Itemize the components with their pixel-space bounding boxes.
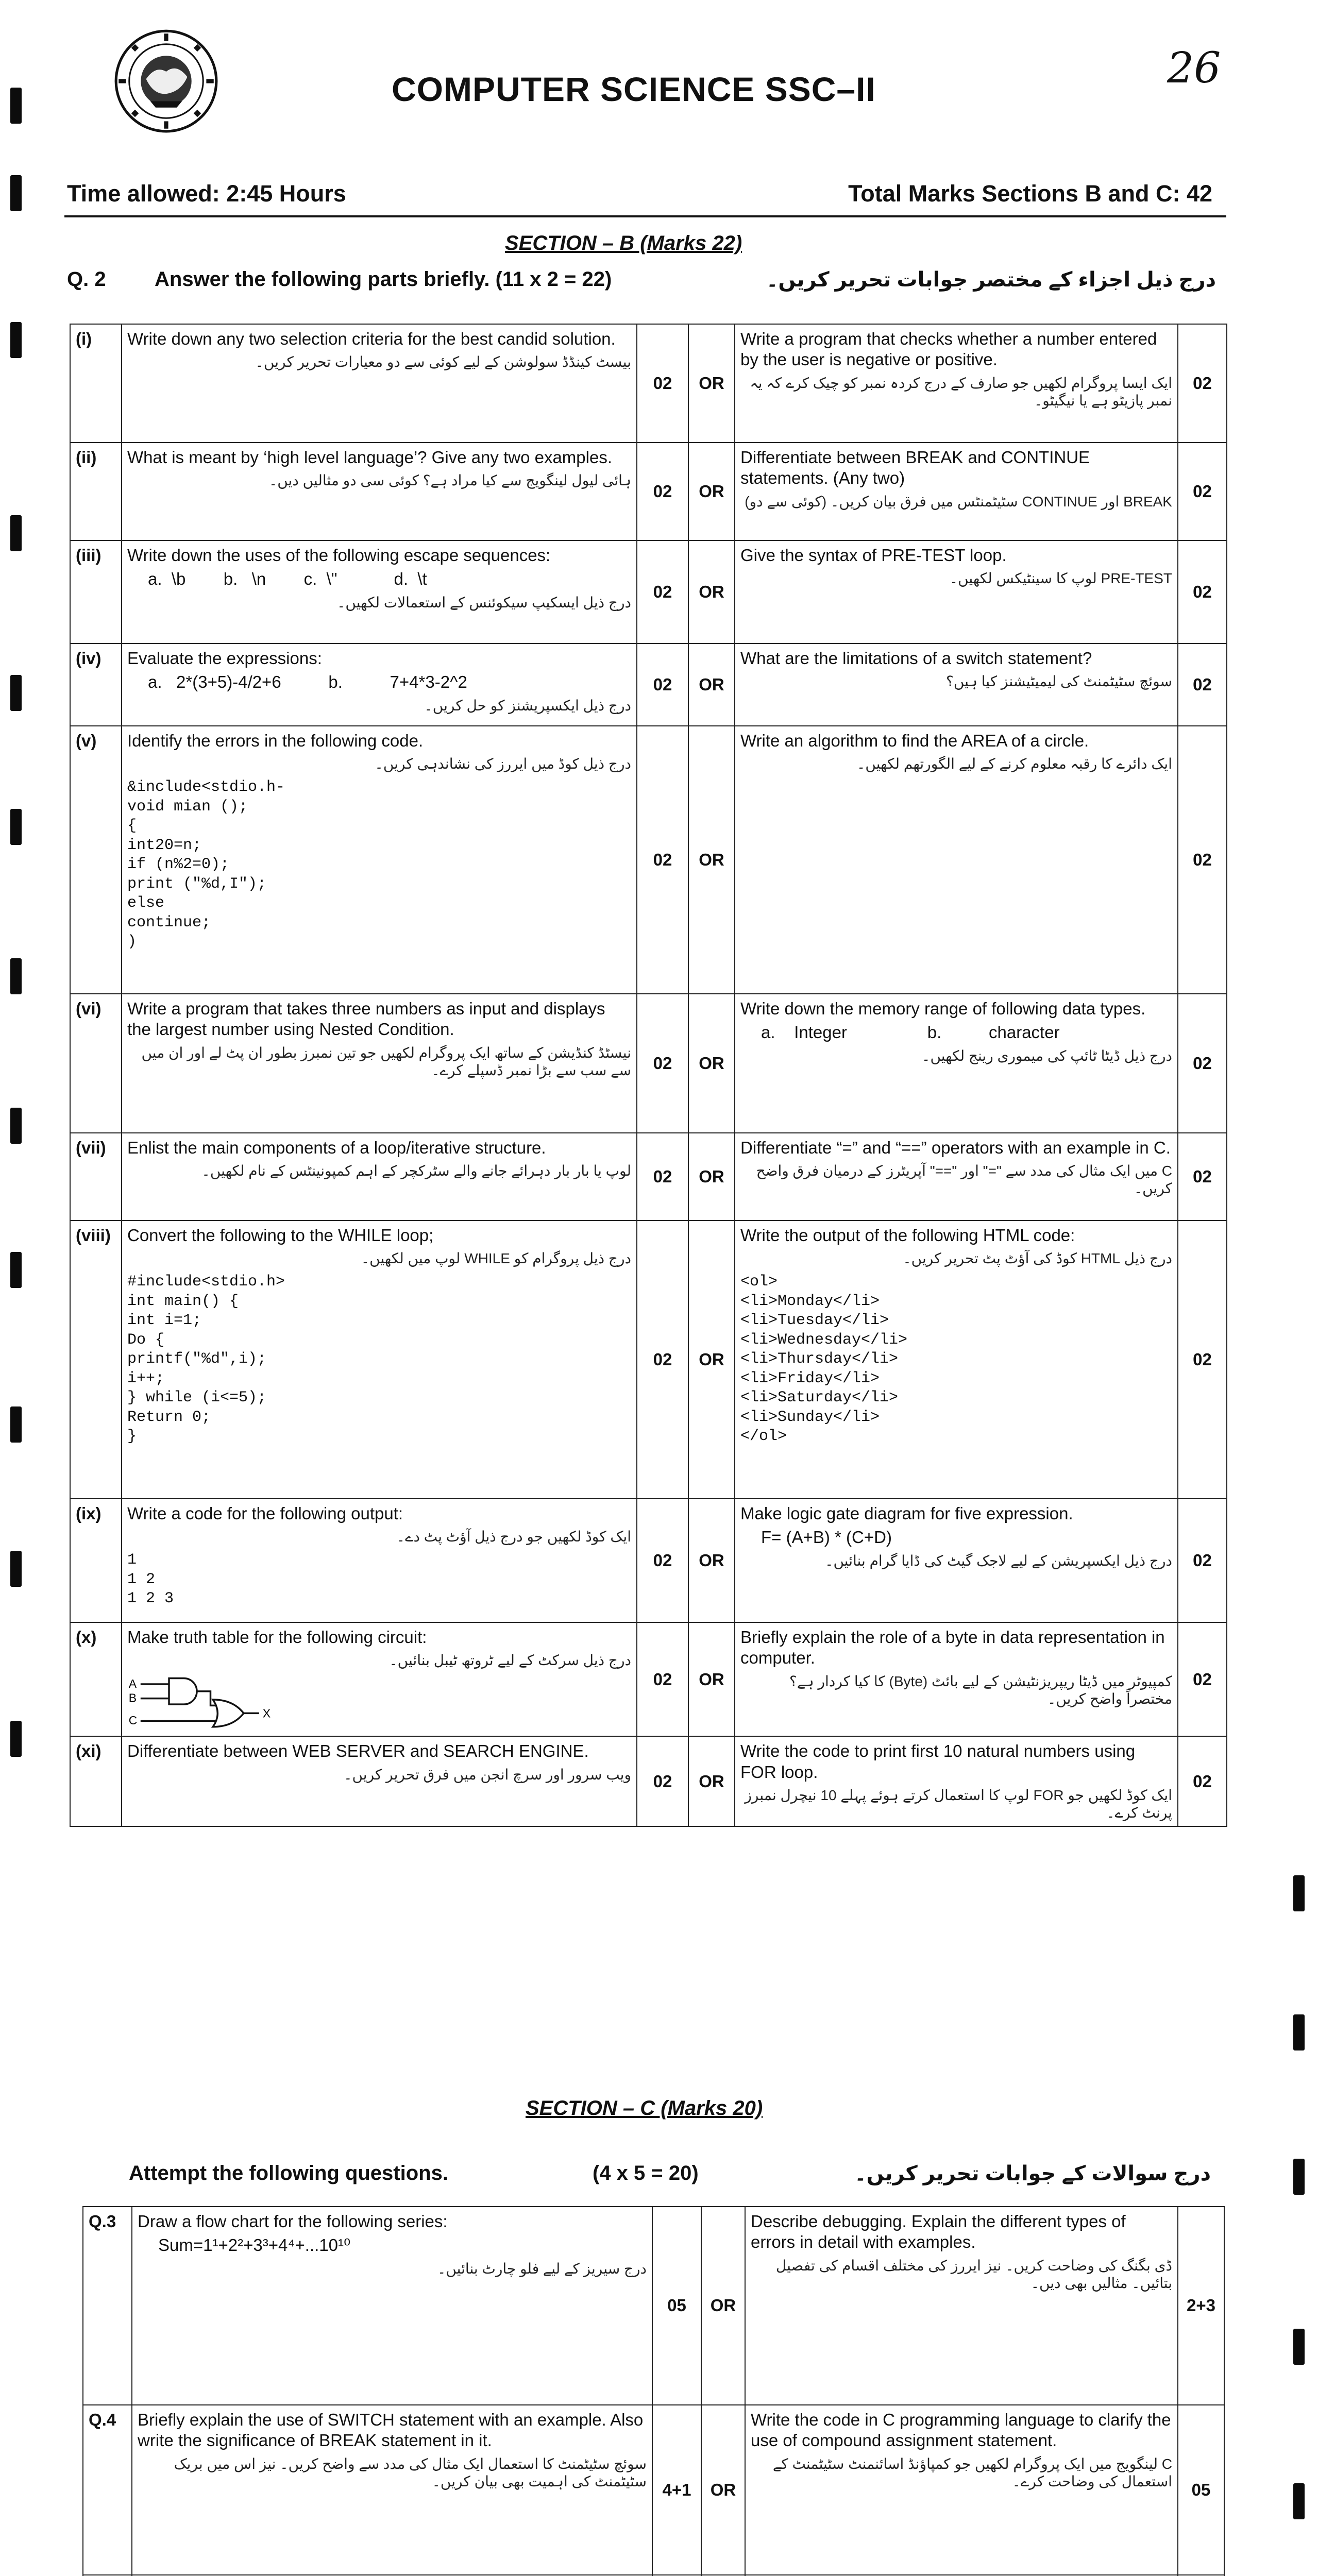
section-c-table (82, 2206, 1225, 2576)
question-right (735, 1622, 1178, 1736)
question-text-urdu: C لینگویج میں ایک پروگرام لکھیں جو کمپاؤنڈ اسائنمنٹ سٹیٹمنٹ کے استعمال کی وضاحت کرے۔ (772, 2455, 1172, 2489)
question-code: &include<stdio.h- void mian (); { int20=n; if (n%2=0); print ("%d,I"); else continue; ) (127, 778, 285, 951)
binding-mark (10, 88, 22, 124)
binding-mark (10, 958, 22, 994)
question-marks: 02 (637, 1499, 688, 1622)
question-marks: 02 (637, 540, 688, 643)
logic-circuit-diagram (127, 1672, 282, 1732)
question-text-urdu: لوپ یا بار بار دہرائے جانے والے سٹرکچر کے اہم کمپونینٹس کے نام لکھیں۔ (201, 1163, 631, 1179)
question-left (122, 1622, 637, 1736)
question-left (122, 1133, 637, 1221)
question-left (122, 1736, 637, 1826)
or-label: OR (688, 443, 735, 540)
question-left (122, 1499, 637, 1622)
question-marks: 02 (1178, 443, 1227, 540)
question-text-urdu: درج ذیل ایکسپریشنز کو حل کریں۔ (424, 697, 631, 714)
question-text: Differentiate “=” and “==” operators with an example in C. (740, 1138, 1171, 1157)
binding-mark (10, 1108, 22, 1144)
question-text: Write a program that checks whether a number entered by the user is negative or positive. (740, 329, 1157, 369)
question-options: a. \b b. \n c. \" d. \t (148, 569, 427, 589)
paper-title: COMPUTER SCIENCE SSC–II (392, 70, 876, 108)
section-b-instruction: Answer the following parts briefly. (11 x 2 = 22) (155, 268, 612, 291)
question-left (122, 540, 637, 643)
binding-mark (10, 515, 22, 551)
question-marks: 02 (637, 1622, 688, 1736)
question-text-urdu: ویب سرور اور سرچ انجن میں فرق تحریر کریں۔ (344, 1766, 631, 1783)
question-code: <ol> <li>Monday</li> <li>Tuesday</li> <li>Wednesday</li> <li>Thursday</li> <li>Friday</li> <li>Saturday</li> <li>Sunday</li> </ol> (740, 1273, 908, 1446)
question-text: Draw a flow chart for the following series: (138, 2212, 448, 2231)
or-label: OR (701, 2405, 745, 2575)
question-text: Briefly explain the role of a byte in data representation in computer. (740, 1628, 1165, 1668)
question-row (83, 2405, 1224, 2575)
question-code: 1 1 2 1 2 3 (127, 1551, 174, 1608)
question-number: Q.3 (83, 2207, 132, 2405)
binding-mark (10, 1406, 22, 1443)
question-marks: 02 (637, 994, 688, 1133)
binding-mark (1293, 1875, 1305, 1911)
question-text: Make logic gate diagram for five expression. (740, 1504, 1073, 1523)
question-number: (x) (70, 1622, 122, 1736)
question-text: Write down the memory range of following data types. (740, 999, 1146, 1018)
question-number: (ii) (70, 443, 122, 540)
question-text-urdu: ایک ایسا پروگرام لکھیں جو صارف کے درج کردہ نمبر کو چیک کرے کہ یہ نمبر پازیٹو ہے یا نیگیٹو۔ (750, 375, 1172, 409)
question-text-urdu: ہائی لیول لینگویج سے کیا مراد ہے؟ کوئی سی دو مثالیں دیں۔ (268, 472, 631, 489)
question-text: Describe debugging. Explain the different types of errors in detail with examples. (751, 2212, 1126, 2252)
question-right (735, 324, 1178, 443)
circuit-output-x: X (262, 1706, 271, 1720)
question-number: Q.4 (83, 2405, 132, 2575)
or-label: OR (688, 643, 735, 726)
question-marks: 02 (637, 643, 688, 726)
question-text: Give the syntax of PRE-TEST loop. (740, 546, 1007, 565)
question-text-urdu: درج ذیل HTML کوڈ کی آؤٹ پٹ تحریر کریں۔ (903, 1250, 1172, 1267)
question-marks: 02 (1178, 1133, 1227, 1221)
question-text: Write down the uses of the following escape sequences: (127, 546, 551, 565)
question-right (735, 443, 1178, 540)
question-number: (viii) (70, 1221, 122, 1499)
binding-mark (10, 175, 22, 211)
question-left (122, 643, 637, 726)
section-b-table (70, 324, 1227, 1827)
handwritten-note: 26 (1167, 44, 1221, 93)
section-b-body (70, 324, 1227, 1826)
question-number: (iv) (70, 643, 122, 726)
question-row (70, 994, 1227, 1133)
question-marks: 02 (637, 443, 688, 540)
question-marks: 02 (1178, 1736, 1227, 1826)
question-left (122, 726, 637, 994)
question-right (735, 643, 1178, 726)
question-text-urdu: درج ذیل پروگرام کو WHILE لوپ میں لکھیں۔ (361, 1250, 631, 1267)
question-number: (i) (70, 324, 122, 443)
section-c-title: SECTION – C (Marks 20) (526, 2097, 763, 2120)
binding-mark (1293, 2329, 1305, 2365)
question-row (70, 1221, 1227, 1499)
binding-mark (1293, 2483, 1305, 2519)
question-text: Identify the errors in the following code. (127, 731, 424, 750)
question-text-urdu: C میں ایک مثال کی مدد سے "=" اور "==" آپریٹرز کے درمیان فرق واضح کریں۔ (756, 1163, 1172, 1197)
question-marks: 02 (637, 324, 688, 443)
question-right (735, 726, 1178, 994)
question-row (70, 1133, 1227, 1221)
question-number: (vii) (70, 1133, 122, 1221)
question-text: Evaluate the expressions: (127, 649, 322, 668)
question-number: (iii) (70, 540, 122, 643)
question-row (70, 324, 1227, 443)
question-text: Make truth table for the following circuit: (127, 1628, 427, 1647)
section-c-body (83, 2207, 1224, 2576)
question-text: Write the code to print first 10 natural numbers using FOR loop. (740, 1741, 1136, 1782)
question-number: (ix) (70, 1499, 122, 1622)
question-number: (v) (70, 726, 122, 994)
question-marks: 02 (1178, 643, 1227, 726)
question-text-urdu: سوئچ سٹیٹمنٹ کی لیمیٹیشنز کیا ہیں؟ (945, 673, 1172, 690)
question-text: Write the output of the following HTML code: (740, 1226, 1075, 1245)
question-text: What are the limitations of a switch statement? (740, 649, 1092, 668)
or-label: OR (688, 726, 735, 994)
question-marks: 02 (1178, 726, 1227, 994)
question-right (735, 1499, 1178, 1622)
question-right (745, 2207, 1178, 2405)
question-number: (xi) (70, 1736, 122, 1826)
question-text: Differentiate between WEB SERVER and SEARCH ENGINE. (127, 1741, 589, 1761)
or-label: OR (688, 994, 735, 1133)
question-text-urdu: درج ذیل سرکٹ کے لیے ٹروتھ ٹیبل بنائیں۔ (389, 1652, 631, 1669)
question-text-urdu: ایک دائرے کا رقبہ معلوم کرنے کے لیے الگورتھم لکھیں۔ (856, 756, 1172, 772)
question-row (70, 443, 1227, 540)
or-label: OR (688, 1221, 735, 1499)
question-right (735, 994, 1178, 1133)
question-right (735, 1133, 1178, 1221)
question-right (745, 2405, 1178, 2575)
question-left (122, 443, 637, 540)
question-text: What is meant by ‘high level language’? Give any two examples. (127, 448, 612, 467)
question-text: Briefly explain the use of SWITCH statement with an example. Also write the significance of BREAK statement in it. (138, 2410, 644, 2450)
section-b-question-number: Q. 2 (67, 268, 106, 291)
question-marks: 02 (1178, 1221, 1227, 1499)
question-text-urdu: کمپیوٹر میں ڈیٹا ریپریزنٹیشن کے لیے بائٹ (Byte) کا کیا کردار ہے؟ مختصراً واضح کریں۔ (789, 1673, 1172, 1707)
header-rule (64, 215, 1226, 217)
question-text-urdu: نیسٹڈ کنڈیشن کے ساتھ ایک پروگرام لکھیں جو تین نمبرز بطور ان پٹ لے اور ان میں سے سب سے بڑا نمبر ڈسپلے کرے۔ (141, 1044, 631, 1078)
question-text-urdu: ایک کوڈ لکھیں جو FOR لوپ کا استعمال کرتے ہوئے پہلے 10 نیچرل نمبرز پرنٹ کرے۔ (745, 1787, 1172, 1821)
question-left (122, 1221, 637, 1499)
question-text-urdu: درج ذیل ایسکیپ سیکوئنس کے استعمالات لکھیں۔ (337, 594, 631, 611)
section-c-instruction: Attempt the following questions. (129, 2162, 448, 2184)
section-c-marks-formula: (4 x 5 = 20) (593, 2162, 699, 2184)
time-allowed: Time allowed: 2:45 Hours (67, 180, 346, 207)
question-right (735, 1221, 1178, 1499)
question-marks: 02 (637, 1736, 688, 1826)
question-marks: 02 (637, 1133, 688, 1221)
question-text-urdu: درج سیریز کے لیے فلو چارٹ بنائیں۔ (437, 2260, 647, 2277)
question-text-urdu: درج ذیل ایکسپریشن کے لیے لاجک گیٹ کی ڈایا گرام بنائیں۔ (825, 1552, 1172, 1569)
question-text: Write a code for the following output: (127, 1504, 403, 1523)
circuit-input-a: A (128, 1677, 137, 1691)
or-label: OR (701, 2207, 745, 2405)
question-row (70, 540, 1227, 643)
question-text-urdu: ایک کوڈ لکھیں جو درج ذیل آؤٹ پٹ دے۔ (396, 1529, 631, 1545)
binding-mark (10, 675, 22, 711)
section-c-instruction-urdu: درج سوالات کے جوابات تحریر کریں۔ (854, 2162, 1211, 2185)
question-text: Write a program that takes three numbers as input and displays the largest number using Nested Condition. (127, 999, 605, 1039)
question-number: (vi) (70, 994, 122, 1133)
binding-mark (10, 1721, 22, 1757)
question-marks: 4+1 (652, 2405, 701, 2575)
question-marks: 02 (637, 1221, 688, 1499)
total-marks: Total Marks Sections B and C: 42 (848, 180, 1212, 207)
or-label: OR (688, 324, 735, 443)
question-series: Sum=1¹+2²+3³+4⁴+...10¹⁰ (158, 2235, 351, 2255)
or-label: OR (688, 1736, 735, 1826)
question-text-urdu: بیسٹ کینڈڈ سولوشن کے لیے کوئی سے دو معیارات تحریر کریں۔ (255, 354, 631, 370)
binding-mark (10, 1252, 22, 1288)
question-text: Write down any two selection criteria for the best candid solution. (127, 329, 616, 348)
circuit-input-b: B (128, 1691, 137, 1705)
question-text-urdu: PRE-TEST لوپ کا سینٹیکس لکھیں۔ (949, 570, 1172, 587)
question-right (735, 1736, 1178, 1826)
binding-mark (10, 809, 22, 845)
question-text-urdu: درج ذیل کوڈ میں ایررز کی نشاندہی کریں۔ (375, 756, 631, 772)
binding-mark (10, 322, 22, 358)
question-row (70, 643, 1227, 726)
section-b-instruction-urdu: درج ذیل اجزاء کے مختصر جوابات تحریر کریں۔ (766, 268, 1216, 291)
binding-mark (1293, 2014, 1305, 2050)
circuit-input-c: C (128, 1714, 138, 1727)
question-options: a. Integer b. character (761, 1023, 1060, 1042)
question-text-urdu: BREAK اور CONTINUE سٹیٹمنٹس میں فرق بیان کریں۔ (کوئی سے دو) (745, 493, 1172, 510)
question-row (70, 1499, 1227, 1622)
question-options: a. 2*(3+5)-4/2+6 b. 7+4*3-2^2 (148, 672, 467, 692)
question-marks: 2+3 (1178, 2207, 1224, 2405)
question-row (70, 1622, 1227, 1736)
question-code: #include<stdio.h> int main() { int i=1; Do { printf("%d",i); i++; } while (i<=5); Return 0; } (127, 1273, 285, 1446)
question-marks: 02 (1178, 324, 1227, 443)
board-seal-logo (113, 28, 219, 134)
or-label: OR (688, 1499, 735, 1622)
question-text: Differentiate between BREAK and CONTINUE statements. (Any two) (740, 448, 1090, 488)
binding-mark (10, 1551, 22, 1587)
question-text-urdu: درج ذیل ڈیٹا ٹائپ کی میموری رینج لکھیں۔ (922, 1047, 1172, 1064)
question-left (132, 2405, 652, 2575)
question-marks: 02 (1178, 540, 1227, 643)
question-text: Write the code in C programming language to clarify the use of compound assignment statement. (751, 2410, 1171, 2450)
question-row (83, 2207, 1224, 2405)
question-right (735, 540, 1178, 643)
or-label: OR (688, 1133, 735, 1221)
question-marks: 02 (1178, 1499, 1227, 1622)
question-text-urdu: سوئچ سٹیٹمنٹ کا استعمال ایک مثال کی مدد سے واضح کریں۔ نیز اس میں بریک سٹیٹمنٹ کی اہمیت بھی بیان کریں۔ (174, 2455, 647, 2489)
question-text-urdu: ڈی بگنگ کی وضاحت کریں۔ نیز ایررز کی مختلف اقسام کی تفصیل بتائیں۔ مثالیں بھی دیں۔ (775, 2257, 1172, 2291)
section-b-title: SECTION – B (Marks 22) (505, 232, 742, 255)
or-label: OR (688, 1622, 735, 1736)
question-marks: 02 (637, 726, 688, 994)
or-label: OR (688, 540, 735, 643)
question-text: Write an algorithm to find the AREA of a circle. (740, 731, 1089, 750)
question-left (122, 324, 637, 443)
question-marks: 05 (652, 2207, 701, 2405)
binding-mark (1293, 2159, 1305, 2195)
question-text: Enlist the main components of a loop/iterative structure. (127, 1138, 546, 1157)
question-left (122, 994, 637, 1133)
question-left (132, 2207, 652, 2405)
question-row (70, 726, 1227, 994)
question-marks: 02 (1178, 994, 1227, 1133)
question-options: F= (A+B) * (C+D) (761, 1528, 892, 1547)
question-text: Convert the following to the WHILE loop; (127, 1226, 434, 1245)
question-marks: 05 (1178, 2405, 1224, 2575)
question-row (70, 1736, 1227, 1826)
question-marks: 02 (1178, 1622, 1227, 1736)
